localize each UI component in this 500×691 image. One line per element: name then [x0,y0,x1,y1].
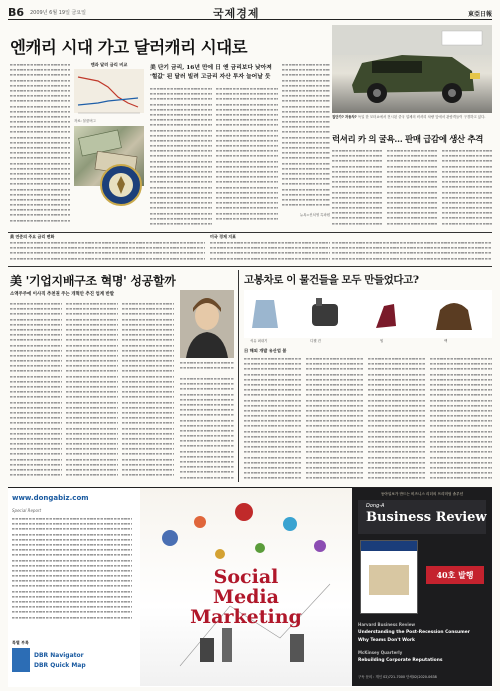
econ-table-body [210,240,330,264]
hbr-article-title: Understanding the Post-Recession Consumer [358,630,470,635]
mckinsey-article-title: Rebuilding Corporate Reputations [358,658,443,663]
econ-table-body-right [332,240,492,264]
special-supplement-label: 특별 부록 [12,640,29,645]
product-label-4: 백 [444,339,448,343]
governance-body-col2 [66,301,118,481]
ad-title-marketing: Marketing [190,606,302,628]
dbr-navigator-label: DBR Navigator [34,652,84,659]
issue-date: 2009년 6월 19일 금요일 [30,10,87,16]
ad-center-graphic [140,488,352,686]
photo-story-body-col2 [387,148,437,228]
car-photo [332,25,492,113]
hbr-article-sub: Why Teams Don't Work [358,638,415,643]
product-label-1: 석유 퍼내기 [250,339,268,343]
logo-title: Business Review [366,510,487,525]
econ-table-title: 미국 경제 지표 [210,234,236,239]
chart-source: 자료: 블룸버그 [74,119,96,123]
chart-title: 엔과 달러 금리 비교 [90,62,128,67]
page-header [8,6,492,20]
rate-table-body [10,240,205,264]
products-body-col3 [368,356,426,481]
top-story-headline: 엔캐리 시대 가고 달러캐리 시대로 [10,38,248,57]
subscription-contact: 구독 문의 : 개인 02)721-7000 단체02)2020-0638 [358,675,437,679]
ad-feature-list [12,516,132,628]
products-body-col2 [306,356,364,481]
dbr-advertisement[interactable] [8,487,492,687]
products-headline: 고봉차로 이 물건들을 모두 만들었다고? [244,274,419,286]
ad-right-panel [352,488,492,686]
products-body-col1 [244,356,302,481]
top-story-byline: 뉴욕=신치영 특파원 [299,213,330,217]
caption-lead: 집단가? 자동차? [332,115,357,119]
caption-text: 독일 한 모터쇼에서 전시된 중국 업체의 럭셔리 차량 앞에서 관람객들이 구경하고 있다. [357,115,486,119]
products-subhead: 日 해외 개발 유산업 붐 [244,348,287,353]
sec-seal-image [98,160,144,210]
governance-body-col1 [10,301,62,481]
governance-body-col3 [122,301,174,481]
photo-story-headline: 럭셔리 카 의 굴욕… 판매 급감에 생산 추격 [332,134,484,144]
page-number: B6 [8,6,25,19]
issue-badge: 40호 발행 [426,566,484,584]
navigator-thumb [12,648,30,672]
ad-title-media: Media [213,586,279,608]
governance-subhead: 소액주주에 이사직 추천권 주는 개혁안 추진 업계 반발 [10,292,115,297]
section-title: 국제경제 [213,7,260,20]
ad-left-column [8,488,140,686]
governance-body-col4 [180,376,234,481]
photo-story-body-col1 [332,148,382,228]
ad-tagline: 동아일보가 만드는 비즈니스 리더의 프리미엄 솔루션 [380,492,464,496]
rate-table-title: 美 연준의 주요 금리 변화 [10,234,55,239]
portrait-caption [180,360,234,372]
rate-chart [74,62,144,122]
hbr-source: Harvard Business Review [358,622,416,627]
mckinsey-source: McKinsey Quarterly [358,650,403,655]
ad-url[interactable]: www.dongabiz.com [12,494,89,502]
governance-headline: 美 '기업지배구조 혁명' 성공할까 [10,274,176,288]
dbr-quickmap-label: DBR Quick Map [34,662,86,669]
dbr-logo-block [358,500,486,534]
products-image-strip [244,290,492,338]
magazine-cover [360,540,418,614]
product-label-3: 힐 [380,339,384,343]
products-body-col4 [430,356,492,481]
publisher-name: 東亞日報 [467,11,492,18]
product-label-2: 디젤 건 [310,339,321,343]
top-story-body-col2 [150,86,212,226]
car-photo-caption [332,115,492,120]
photo-story-body-col3 [442,148,492,228]
special-report-label: Special Report [12,508,42,513]
chart-plot [74,67,144,115]
top-story-subhead: 美 단기 금리, 16년 만에 日 앤 금리보다 낮아져 '헐값' 된 달러 빌려 고금리 자산 투자 늘어날 듯 [150,65,272,80]
logo-prefix: Dong-A [366,503,385,509]
ad-title-social: Social [213,566,279,588]
top-story-body-col1 [10,62,70,222]
official-portrait-photo [180,290,234,358]
top-story-body-col3 [216,86,278,226]
top-story-body-col4 [282,62,330,212]
